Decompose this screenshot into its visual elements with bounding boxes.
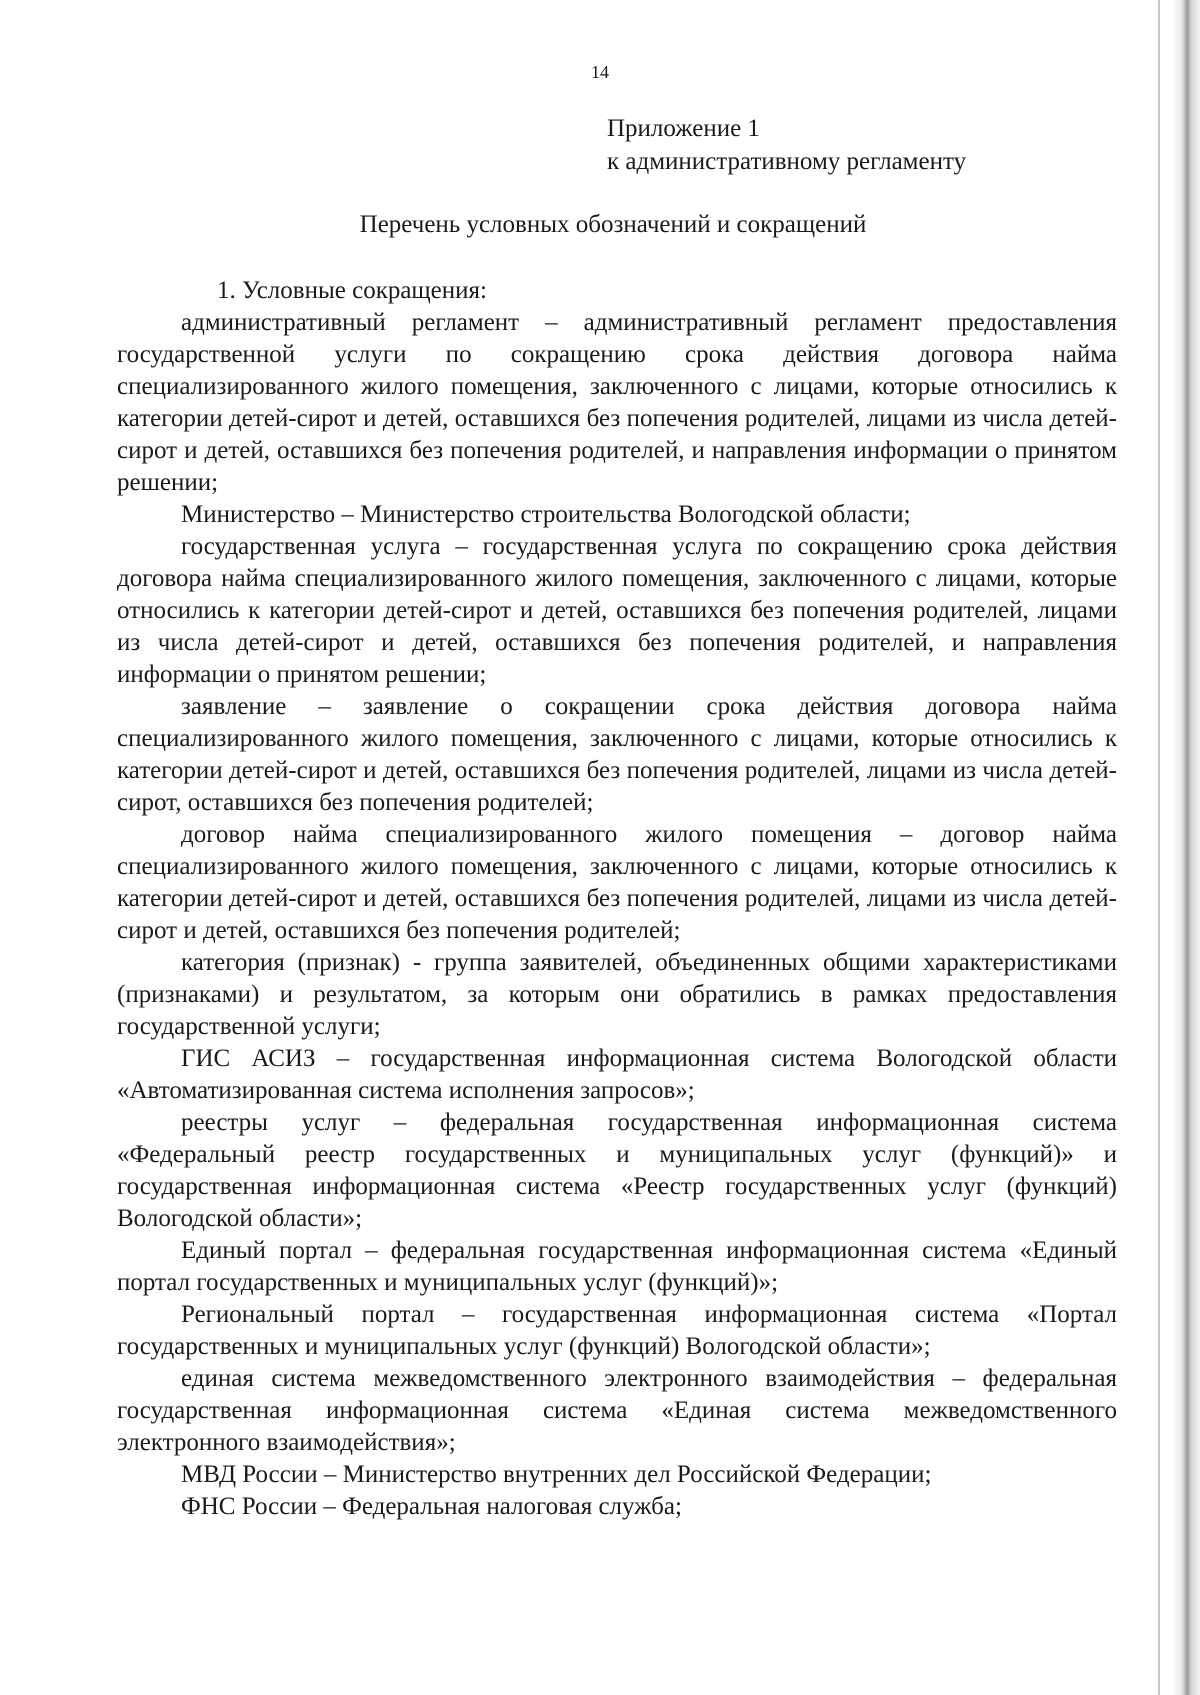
section-heading: 1. Условные сокращения: <box>217 277 487 304</box>
document-title: Перечень условных обозначений и сокращений <box>359 211 867 238</box>
paragraph: Единый портал – федеральная государственная информационная система «Единый портал государственных и муниципальных услуг (функций)»; <box>117 1237 1117 1296</box>
appendix-header <box>607 112 966 178</box>
paragraph: единая система межведомственного электронного взаимодействия – федеральная государственная информационная система «Единая система межведомственного электронного взаимодействия»; <box>117 1365 1117 1456</box>
paragraph: государственная услуга – государственная услуга по сокращению срока действия договора найма специализированного жилого помещения, заключенного с лицами, которые относились к категории детей-сирот и детей, оставшихся без попечения родителей, лицами из числа детей-сирот и детей, оставшихся без попечения родителей, и направления информации о принятом решении; <box>117 533 1117 688</box>
paragraph: Региональный портал – государственная информационная система «Портал государственных и муниципальных услуг (функций) Вологодской области»; <box>117 1301 1117 1360</box>
appendix-line-2: к административному регламенту <box>607 148 967 175</box>
paragraph: договор найма специализированного жилого помещения – договор найма специализированного жилого помещения, заключенного с лицами, которые относились к категории детей-сирот и детей, оставшихся без попечения родителей, лицами из числа детей-сирот и детей, оставшихся без попечения родителей; <box>117 821 1117 944</box>
scan-edge-shadow <box>1172 0 1200 1695</box>
page-number: 14 <box>591 62 609 82</box>
paragraph: реестры услуг – федеральная государственная информационная система «Федеральный реестр государственных и муниципальных услуг (функций)» и государственная информационная система «Реестр государственных услуг (функций) Вологодской области»; <box>117 1109 1117 1232</box>
scan-edge-line <box>1158 0 1160 1695</box>
paragraph: категория (признак) - группа заявителей, объединенных общими характеристиками (признаками) и результатом, за которым они обратились в рамках предоставления государственной услуги; <box>117 949 1117 1040</box>
paragraph: административный регламент – административный регламент предоставления государственной услуги по сокращению срока действия договора найма специализированного жилого помещения, заключенного с лицами, которые относились к категории детей-сирот и детей, оставшихся без попечения родителей, лицами из числа детей-сирот и детей, оставшихся без попечения родителей, и направления информации о принятом решении; <box>117 309 1117 496</box>
paragraph: МВД России – Министерство внутренних дел Российской Федерации; <box>181 1461 932 1488</box>
document-body <box>117 275 1117 1523</box>
paragraph: заявление – заявление о сокращении срока действия договора найма специализированного жилого помещения, заключенного с лицами, которые относились к категории детей-сирот и детей, оставшихся без попечения родителей, лицами из числа детей-сирот, оставшихся без попечения родителей; <box>117 693 1117 816</box>
paragraph: ФНС России – Федеральная налоговая служба; <box>181 1493 682 1520</box>
paragraph: ГИС АСИЗ – государственная информационная система Вологодской области «Автоматизированная система исполнения запросов»; <box>117 1045 1117 1104</box>
appendix-line-1: Приложение 1 <box>607 115 760 142</box>
paragraph: Министерство – Министерство строительства Вологодской области; <box>181 501 911 528</box>
